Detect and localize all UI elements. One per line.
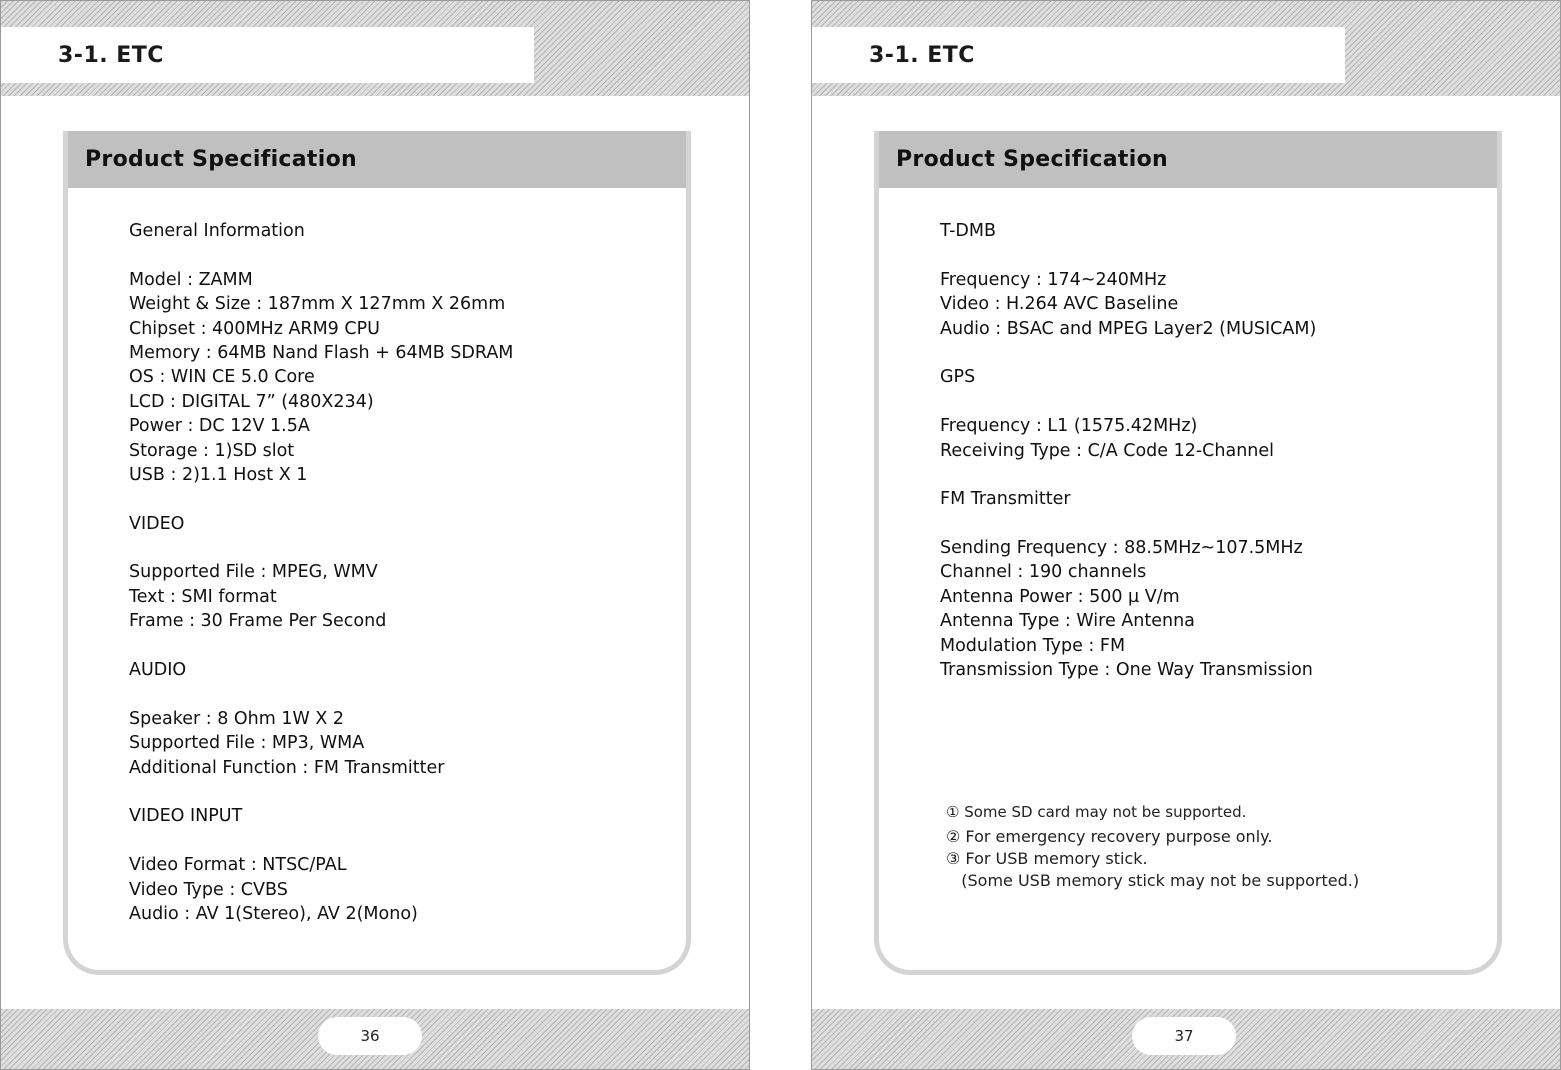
card-header: [68, 131, 686, 188]
spec-line: Speaker : 8 Ohm 1W X 2: [129, 708, 345, 729]
footnote: ② For emergency recovery purpose only.: [946, 827, 1273, 846]
spec-line: VIDEO: [129, 513, 185, 534]
spec-line: [940, 463, 1487, 487]
spec-line: Video : H.264 AVC Baseline: [940, 294, 1179, 315]
section-title: 3-1. ETC: [58, 43, 164, 68]
spec-line: Frame : 30 Frame Per Second: [129, 611, 387, 632]
spec-line: Memory : 64MB Nand Flash + 64MB SDRAM: [129, 342, 514, 363]
spec-line: [129, 243, 676, 267]
section-title: 3-1. ETC: [869, 43, 975, 68]
spec-line: [129, 536, 676, 560]
spec-list: [129, 219, 676, 926]
spec-line: AUDIO: [129, 660, 187, 681]
page-number: 36: [318, 1017, 422, 1055]
spec-line: VIDEO INPUT: [129, 806, 243, 827]
spec-card: [63, 131, 691, 975]
spec-list: [940, 219, 1487, 682]
spec-line: Sending Frequency : 88.5MHz~107.5MHz: [940, 538, 1303, 559]
spec-line: General Information: [129, 221, 305, 241]
spec-card: [874, 131, 1502, 975]
spec-line: Chipset : 400MHz ARM9 CPU: [129, 318, 380, 339]
footnotes: [946, 801, 1487, 892]
spec-line: Model : ZAMM: [129, 269, 253, 290]
spec-line: [129, 780, 676, 804]
spec-line: Video Type : CVBS: [129, 879, 288, 900]
spec-line: Supported File : MPEG, WMV: [129, 562, 378, 583]
spec-line: Audio : BSAC and MPEG Layer2 (MUSICAM): [940, 318, 1317, 339]
spec-line: T-DMB: [940, 221, 996, 241]
spec-line: [129, 829, 676, 853]
card-title: Product Specification: [85, 147, 357, 172]
spec-line: Video Format : NTSC/PAL: [129, 855, 347, 876]
spec-line: Storage : 1)SD slot: [129, 440, 295, 461]
spec-line: Power : DC 12V 1.5A: [129, 416, 310, 437]
spec-line: Supported File : MP3, WMA: [129, 733, 365, 754]
spec-line: Transmission Type : One Way Transmission: [940, 660, 1313, 681]
footnote: ① Some SD card may not be supported.: [946, 803, 1247, 821]
spec-line: Channel : 190 channels: [940, 562, 1147, 583]
spec-line: Frequency : 174~240MHz: [940, 269, 1167, 290]
spec-line: Audio : AV 1(Stereo), AV 2(Mono): [129, 903, 418, 924]
spec-line: [129, 487, 676, 511]
spec-line: Frequency : L1 (1575.42MHz): [940, 416, 1198, 437]
spec-line: FM Transmitter: [940, 489, 1071, 510]
spec-line: Antenna Power : 500 µ V/m: [940, 586, 1180, 607]
spec-line: Weight & Size : 187mm X 127mm X 26mm: [129, 294, 506, 315]
spec-line: [940, 341, 1487, 365]
card-title: Product Specification: [896, 147, 1168, 172]
spec-line: [129, 634, 676, 658]
spec-line: [129, 682, 676, 706]
spec-line: [940, 512, 1487, 536]
footnote: ③ For USB memory stick.: [946, 849, 1148, 868]
spec-line: Text : SMI format: [129, 586, 277, 607]
spec-line: [940, 390, 1487, 414]
right-page: [811, 0, 1561, 1070]
spec-line: Antenna Type : Wire Antenna: [940, 611, 1195, 632]
spec-line: USB : 2)1.1 Host X 1: [129, 464, 308, 485]
spec-line: GPS: [940, 367, 976, 388]
spec-line: Additional Function : FM Transmitter: [129, 757, 445, 778]
card-header: [879, 131, 1497, 188]
spec-line: Receiving Type : C/A Code 12-Channel: [940, 440, 1275, 461]
footnote: (Some USB memory stick may not be supported.): [946, 871, 1360, 890]
spec-line: OS : WIN CE 5.0 Core: [129, 367, 315, 388]
spec-line: [940, 243, 1487, 267]
spec-line: LCD : DIGITAL 7” (480X234): [129, 391, 374, 412]
page-number: 37: [1132, 1017, 1236, 1055]
left-page: [0, 0, 750, 1070]
spec-line: Modulation Type : FM: [940, 635, 1126, 656]
